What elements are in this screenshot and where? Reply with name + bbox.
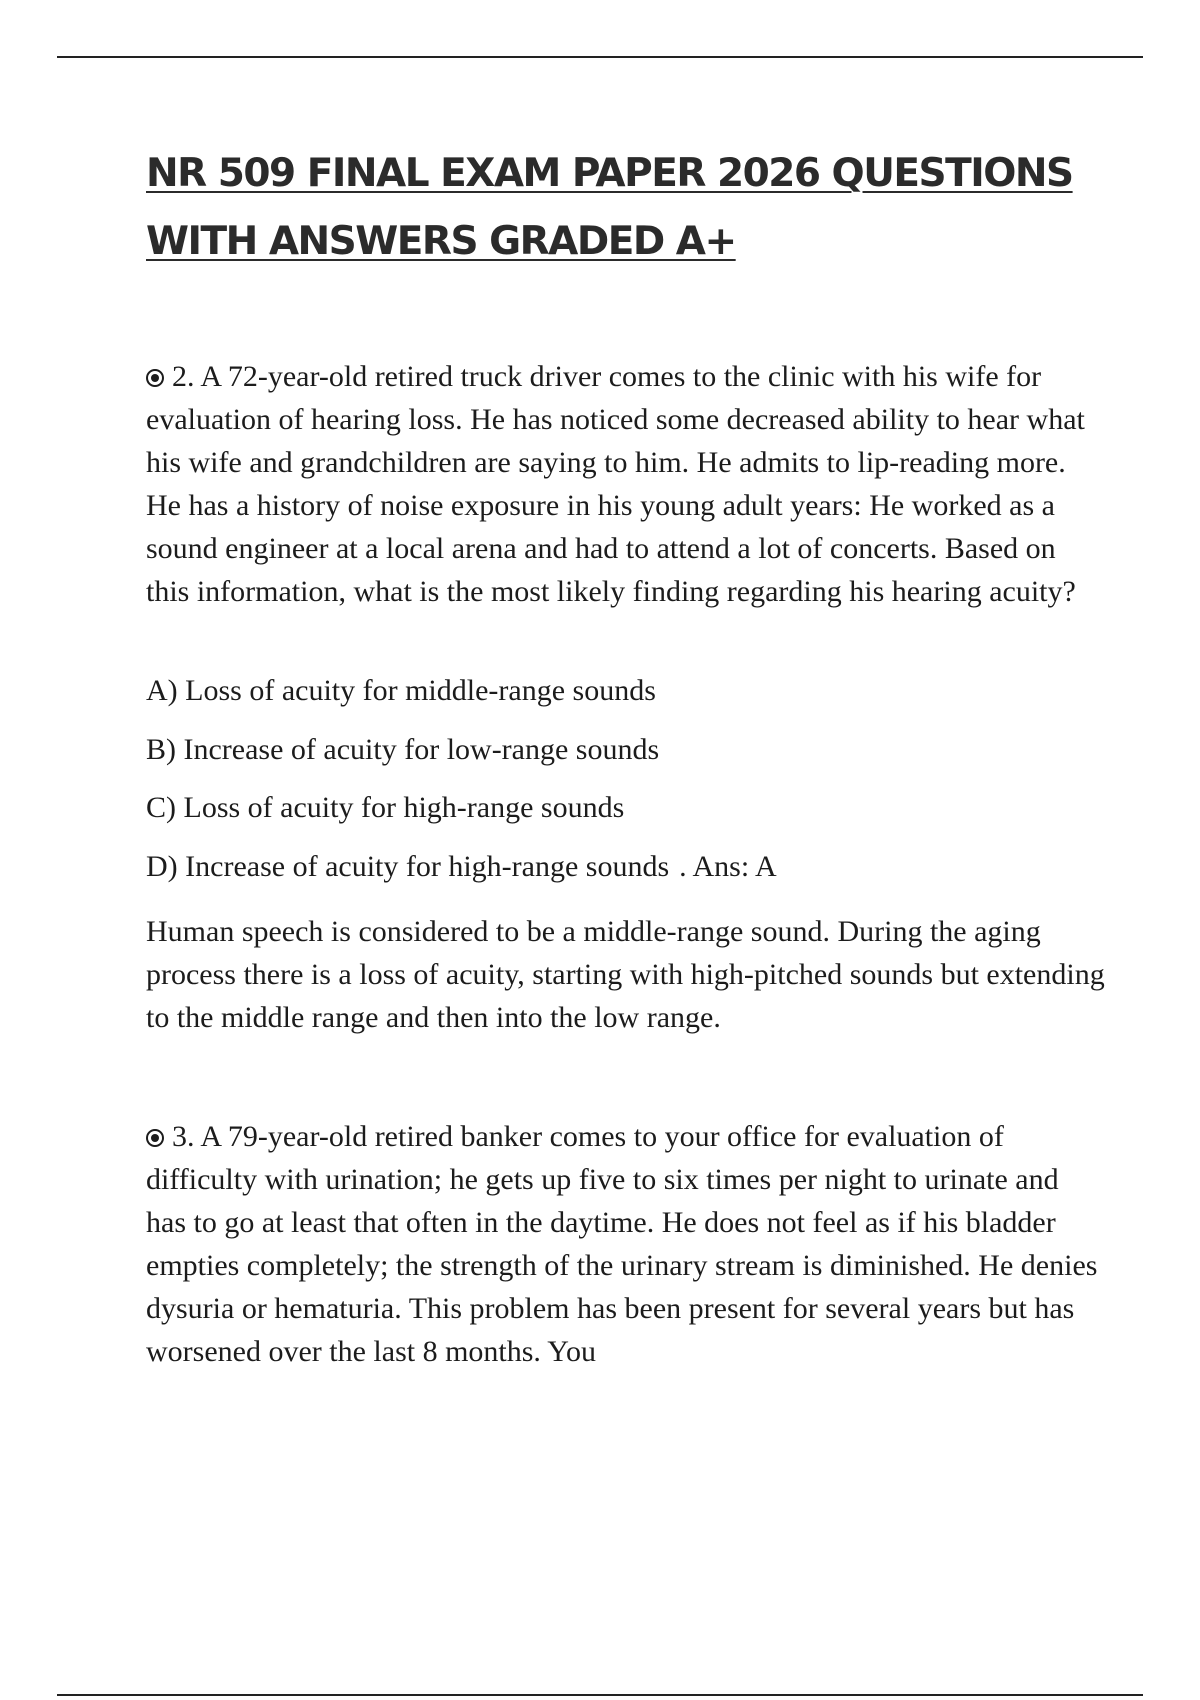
- page-title: [146, 140, 1106, 276]
- question-3-stem: 3. A 79-year-old retired banker comes to your office for evaluation of difficulty with urination; he gets up five to six times per night to urinate and has to go at least that often in the daytime. He does not feel as if his bladder empties completely; the strength of the urinary stream is diminished. He denies dysuria or hematuria. This problem has been present for several years but has worsened over the last 8 months. You: [146, 1120, 1098, 1368]
- question-2-stem: 2. A 72-year-old retired truck driver comes to the clinic with his wife for evaluation of hearing loss. He has noticed some decreased ability to hear what his wife and grandchildren are saying to him. He admits to lip-reading more. He has a history of noise exposure in his young adult years: He worked as a sound engineer at a local arena and had to attend a lot of concerts. Based on this information, what is the most likely finding regarding his hearing acuity?: [146, 360, 1085, 608]
- answer-label: . Ans: A: [679, 849, 777, 883]
- question-2: [146, 355, 1106, 613]
- title-line-1: NR 509 FINAL EXAM PAPER 2026 QUESTIONS: [146, 151, 1073, 196]
- question-2-options: [146, 671, 1106, 905]
- title-line-2: WITH ANSWERS GRADED A+: [146, 219, 736, 264]
- option-b: B) Increase of acuity for low-range sounds: [146, 732, 660, 766]
- top-divider: [57, 56, 1143, 58]
- option-c: C) Loss of acuity for high-range sounds: [146, 791, 625, 824]
- bottom-divider: [57, 1694, 1143, 1696]
- option-a: A) Loss of acuity for middle-range sounds: [146, 674, 656, 707]
- radio-bullet-icon: [146, 369, 164, 387]
- question-3: [146, 1115, 1106, 1373]
- question-2-explanation: Human speech is considered to be a middle-range sound. During the aging process there is a loss of acuity, starting with high-pitched sounds but extending to the middle range and then into the low range.: [146, 915, 1105, 1034]
- radio-bullet-icon: [146, 1129, 164, 1147]
- option-d: D) Increase of acuity for high-range sounds . Ans: A: [146, 849, 777, 883]
